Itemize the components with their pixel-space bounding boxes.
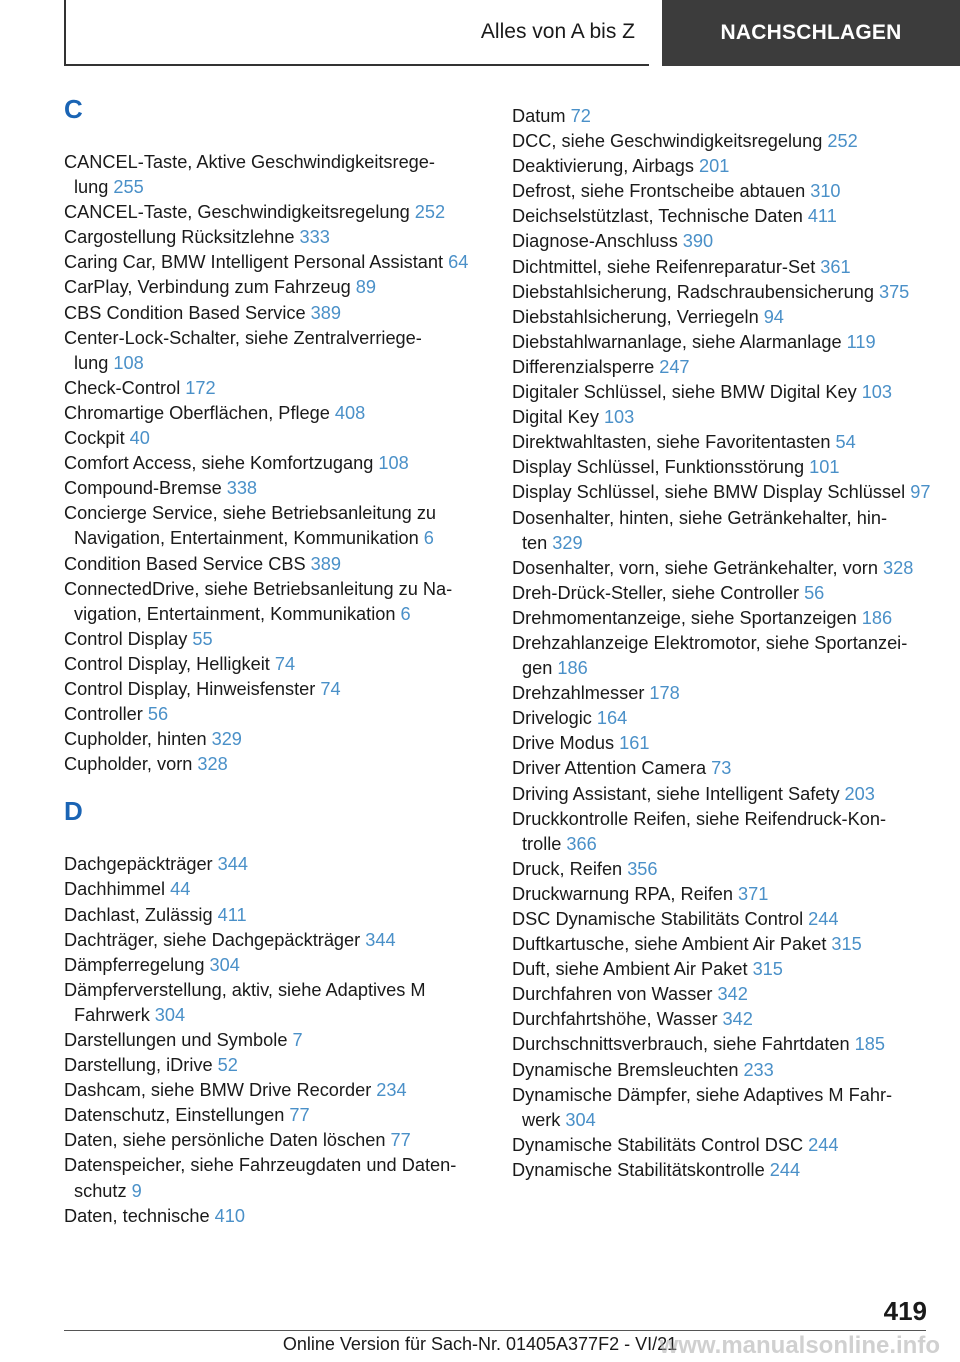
- index-entry-text: Control Display, Helligkeit: [64, 653, 270, 674]
- index-entry: [512, 129, 932, 154]
- index-entry-text: Duftkartusche, siehe Ambient Air Paket: [512, 934, 827, 955]
- page-reference-link[interactable]: 366: [566, 833, 597, 854]
- page-reference-link[interactable]: 40: [129, 428, 150, 449]
- index-entry-text: Condition Based Service CBS: [64, 553, 306, 574]
- page-reference-link[interactable]: 6: [423, 528, 434, 549]
- index-entry-text: DSC Dynamische Stabilitäts Control: [512, 909, 804, 929]
- index-entry-text: Drehzahlmesser: [512, 683, 645, 704]
- page-reference-link[interactable]: 328: [197, 754, 228, 775]
- index-entry: [512, 957, 932, 982]
- page-reference-link[interactable]: 247: [659, 356, 690, 377]
- index-entry: [64, 752, 482, 777]
- index-entry: [512, 104, 932, 129]
- page-reference-link[interactable]: 233: [743, 1059, 774, 1080]
- index-entry: [512, 706, 932, 731]
- page-reference-link[interactable]: 201: [698, 156, 730, 177]
- index-entry: [64, 953, 482, 978]
- index-entry-text: Darstellung, iDrive: [64, 1055, 213, 1076]
- index-entry: [64, 652, 482, 677]
- index-entry: [64, 1128, 482, 1153]
- chapter-tab[interactable]: NACHSCHLAGEN: [662, 0, 960, 66]
- index-list-c: [64, 150, 482, 777]
- index-entry-text: Drive Modus: [512, 733, 615, 754]
- index-entry-text: Drehzahlanzeige Elektromotor, siehe Sportanzeigen: [512, 632, 908, 679]
- page-reference-link[interactable]: 7: [292, 1030, 303, 1050]
- page-reference-link[interactable]: 186: [861, 607, 893, 628]
- page-reference-link[interactable]: 328: [882, 557, 914, 578]
- index-entry: [512, 932, 932, 957]
- index-column-right: [512, 104, 932, 1183]
- index-entry: [512, 581, 932, 606]
- index-entry-text: Daten, siehe persönliche Daten löschen: [64, 1130, 386, 1151]
- index-entry-text: Driving Assistant, siehe Intelligent Safety: [512, 783, 840, 804]
- index-entry: [512, 982, 932, 1007]
- index-entry-text: Center-Lock-Schalter, siehe Zentralverriegelung: [64, 327, 422, 373]
- page-reference-link[interactable]: 178: [649, 683, 680, 704]
- index-entry-text: Dachgepäckträger: [64, 854, 213, 875]
- index-entry-text: Drehmomentanzeige, siehe Sportanzeigen: [512, 607, 857, 628]
- index-entry: [64, 552, 482, 577]
- index-entry: [64, 426, 482, 451]
- index-entry-text: Chromartige Oberflächen, Pflege: [64, 402, 330, 423]
- page-number: 419: [883, 1296, 927, 1326]
- index-entry-text: Dachlast, Zulässig: [64, 904, 213, 925]
- page-reference-link[interactable]: 315: [752, 959, 783, 980]
- page-reference-link[interactable]: 411: [217, 904, 247, 925]
- page-reference-link[interactable]: 244: [808, 909, 839, 929]
- page-reference-link[interactable]: 97: [910, 482, 931, 503]
- index-entry: [64, 978, 482, 1028]
- index-entry: [64, 326, 482, 376]
- index-letter-d: D: [64, 796, 83, 827]
- index-entry: [64, 702, 482, 727]
- index-entry-text: Cupholder, vorn: [64, 754, 193, 775]
- page-reference-link[interactable]: 52: [217, 1055, 238, 1076]
- index-entry: [512, 782, 932, 807]
- page-reference-link[interactable]: 72: [570, 106, 591, 126]
- page-reference-link[interactable]: 333: [299, 227, 330, 248]
- index-entry: [64, 677, 482, 702]
- index-entry-text: Duft, siehe Ambient Air Paket: [512, 959, 748, 980]
- index-entry-text: Cargostellung Rücksitzlehne: [64, 227, 295, 248]
- index-entry-text: Display Schlüssel, Funktionsstörung: [512, 457, 805, 478]
- index-entry-text: Digital Key: [512, 407, 599, 428]
- index-entry: [64, 476, 482, 501]
- page-reference-link[interactable]: 390: [682, 231, 714, 252]
- page-reference-link[interactable]: 172: [185, 377, 216, 398]
- index-entry-text: Dichtmittel, siehe Reifenreparatur-Set: [512, 256, 816, 277]
- index-entry: [512, 857, 932, 882]
- index-entry: [512, 204, 932, 229]
- footer-rule: [64, 1330, 926, 1331]
- index-entry: [512, 229, 932, 254]
- index-entry: [64, 928, 482, 953]
- index-entry-text: Durchschnittsverbrauch, siehe Fahrtdaten: [512, 1034, 850, 1055]
- page-reference-link[interactable]: 252: [827, 131, 858, 152]
- index-entry-text: Deichselstützlast, Technische Daten: [512, 206, 803, 227]
- index-entry: [512, 1133, 932, 1158]
- page-reference-link[interactable]: 89: [355, 277, 377, 298]
- page-reference-link[interactable]: 108: [113, 352, 144, 373]
- page-reference-link[interactable]: 304: [209, 954, 240, 975]
- page-reference-link[interactable]: 411: [807, 206, 837, 227]
- index-entry-text: Concierge Service, siehe Betriebsanleitung zu Navigation, Entertainment, Kommunikation: [64, 503, 437, 549]
- index-entry: [64, 451, 482, 476]
- index-entry-text: Dachhimmel: [64, 879, 166, 900]
- index-entry-text: Dashcam, siehe BMW Drive Recorder: [64, 1080, 372, 1101]
- index-entry-text: Direktwahltasten, siehe Favoritentasten: [512, 432, 831, 453]
- index-list-d-continued: [512, 104, 932, 1183]
- page-reference-link[interactable]: 55: [192, 628, 213, 649]
- index-entry: [512, 280, 932, 305]
- index-entry-text: Deaktivierung, Airbags: [512, 156, 694, 177]
- index-entry-text: CANCEL-Taste, Aktive Geschwindigkeitsregelung: [64, 152, 435, 198]
- page-reference-link[interactable]: 234: [376, 1080, 407, 1101]
- online-version-note: Online Version für Sach-Nr. 01405A377F2 - VI/21: [282, 1334, 678, 1354]
- page-reference-link[interactable]: 344: [365, 929, 396, 950]
- index-entry-text: Diebstahlwarnanlage, siehe Alarmanlage: [512, 331, 842, 352]
- index-entry-text: Durchfahrtshöhe, Wasser: [512, 1009, 718, 1030]
- index-entry: [512, 154, 932, 179]
- index-entry: [64, 852, 482, 877]
- page-reference-link[interactable]: 375: [878, 281, 910, 302]
- index-entry-text: Cupholder, hinten: [64, 729, 207, 750]
- index-entry-text: Dämpferverstellung, aktiv, siehe Adaptives M Fahrwerk: [64, 979, 426, 1025]
- page-reference-link[interactable]: 310: [810, 181, 841, 202]
- index-entry: [64, 577, 482, 627]
- index-entry-text: Digitaler Schlüssel, siehe BMW Digital Key: [512, 382, 857, 403]
- index-column-left: [64, 95, 482, 1229]
- index-entry: [64, 376, 482, 401]
- index-entry-text: Datum: [512, 106, 566, 126]
- index-entry: [512, 380, 932, 405]
- index-entry-text: Dreh-Drück-Steller, siehe Controller: [512, 582, 800, 603]
- page-reference-link[interactable]: 56: [147, 704, 169, 725]
- index-entry: [512, 355, 932, 380]
- index-entry: [512, 1058, 932, 1083]
- index-entry: [512, 1032, 932, 1057]
- page-reference-link[interactable]: 342: [717, 984, 748, 1005]
- index-entry-text: Dynamische Stabilitätskontrolle: [512, 1159, 765, 1180]
- index-entry-text: Controller: [64, 704, 143, 725]
- page-reference-link[interactable]: 54: [835, 432, 856, 453]
- index-entry: [64, 877, 482, 902]
- page-reference-link[interactable]: 119: [846, 331, 876, 352]
- page-reference-link[interactable]: 77: [390, 1130, 411, 1151]
- index-entry: [512, 255, 932, 280]
- index-entry: [512, 480, 932, 505]
- index-entry: [512, 807, 932, 857]
- index-entry-text: Druckkontrolle Reifen, siehe Reifendruck-Kontrolle: [512, 808, 887, 854]
- page-reference-link[interactable]: 77: [289, 1105, 310, 1126]
- index-entry: [64, 1078, 482, 1103]
- page-reference-link[interactable]: 356: [627, 858, 658, 879]
- index-entry: [512, 907, 932, 932]
- index-entry-text: Control Display, Hinweisfenster: [64, 678, 316, 699]
- index-entry: [64, 150, 482, 200]
- index-entry: [64, 200, 482, 225]
- index-entry-text: Drivelogic: [512, 708, 592, 729]
- index-list-d: [64, 852, 482, 1228]
- index-entry-text: Dämpferregelung: [64, 954, 205, 975]
- page-reference-link[interactable]: 410: [214, 1205, 245, 1226]
- index-entry: [64, 1028, 482, 1053]
- index-entry-text: Daten, technische: [64, 1205, 210, 1226]
- index-entry: [64, 301, 482, 326]
- page-reference-link[interactable]: 64: [448, 252, 469, 273]
- index-entry-text: Dachträger, siehe Dachgepäckträger: [64, 929, 361, 950]
- index-entry: [512, 1158, 932, 1183]
- page-reference-link[interactable]: 371: [738, 883, 769, 904]
- index-entry: [64, 401, 482, 426]
- index-entry-text: Control Display: [64, 628, 188, 649]
- index-entry-text: Durchfahren von Wasser: [512, 984, 713, 1005]
- page-reference-link[interactable]: 44: [170, 879, 191, 900]
- page-reference-link[interactable]: 94: [763, 306, 784, 327]
- page-reference-link[interactable]: 344: [217, 854, 248, 875]
- index-entry: [512, 405, 932, 430]
- page-reference-link[interactable]: 161: [619, 733, 650, 754]
- page-reference-link[interactable]: 108: [378, 453, 409, 474]
- page-reference-link[interactable]: 304: [154, 1004, 186, 1025]
- watermark: www.manualsonline.info: [659, 1332, 940, 1359]
- page-reference-link[interactable]: 101: [809, 457, 840, 478]
- index-entry-text: Datenschutz, Einstellungen: [64, 1105, 285, 1126]
- page-reference-link[interactable]: 252: [414, 202, 446, 223]
- index-entry-text: Driver Attention Camera: [512, 758, 707, 779]
- index-entry: [64, 250, 482, 275]
- index-entry: [512, 606, 932, 631]
- index-entry-text: Dosenhalter, hinten, siehe Getränkehalter, hinten: [512, 507, 888, 553]
- page-reference-link[interactable]: 304: [565, 1109, 596, 1130]
- index-entry: [64, 1103, 482, 1128]
- index-entry-text: Diebstahlsicherung, Radschraubensicherung: [512, 281, 874, 302]
- index-entry: [64, 501, 482, 551]
- page-reference-link[interactable]: 103: [861, 382, 893, 403]
- index-entry: [64, 727, 482, 752]
- section-title: Alles von A bis Z: [480, 20, 635, 43]
- page-reference-link[interactable]: 389: [310, 553, 341, 574]
- index-letter-c: C: [64, 94, 83, 124]
- index-entry-text: Dosenhalter, vorn, siehe Getränkehalter, vorn: [512, 557, 878, 578]
- page-reference-link[interactable]: 329: [211, 729, 242, 750]
- index-entry: [512, 506, 932, 556]
- page-reference-link[interactable]: 255: [113, 177, 144, 198]
- index-entry: [512, 731, 932, 756]
- page-reference-link[interactable]: 315: [831, 934, 862, 955]
- index-entry-text: Comfort Access, siehe Komfortzugang: [64, 453, 374, 474]
- page-reference-link[interactable]: 338: [226, 478, 258, 499]
- index-entry-text: Dynamische Bremsleuchten: [512, 1059, 739, 1080]
- page-reference-link[interactable]: 74: [320, 678, 341, 699]
- index-entry-text: CANCEL-Taste, Geschwindigkeitsregelung: [64, 202, 410, 223]
- index-entry-text: Check-Control: [64, 377, 181, 398]
- index-entry-text: Cockpit: [64, 428, 125, 449]
- index-entry-text: Darstellungen und Symbole: [64, 1030, 288, 1050]
- index-entry-text: Diebstahlsicherung, Verriegeln: [512, 306, 759, 327]
- page-reference-link[interactable]: 408: [334, 402, 366, 423]
- index-entry-text: Dynamische Stabilitäts Control DSC: [512, 1134, 804, 1155]
- page-reference-link[interactable]: 56: [804, 582, 825, 603]
- index-entry: [512, 179, 932, 204]
- index-entry-text: Caring Car, BMW Intelligent Personal Assistant: [64, 252, 444, 273]
- page-reference-link[interactable]: 164: [596, 708, 628, 729]
- index-entry: [64, 1053, 482, 1078]
- index-entry: [512, 430, 932, 455]
- index-entry: [512, 1007, 932, 1032]
- index-entry: [64, 627, 482, 652]
- index-entry-text: CBS Condition Based Service: [64, 302, 306, 323]
- index-entry: [64, 1204, 482, 1229]
- index-entry-text: Dynamische Dämpfer, siehe Adaptives M Fahrwerk: [512, 1084, 893, 1130]
- page-reference-link[interactable]: 244: [808, 1134, 839, 1155]
- index-entry: [64, 1153, 482, 1203]
- index-entry: [512, 756, 932, 781]
- index-entry-text: Diagnose-Anschluss: [512, 231, 678, 252]
- index-entry: [64, 903, 482, 928]
- index-entry-text: Compound-Bremse: [64, 478, 222, 499]
- index-entry-text: Druckwarnung RPA, Reifen: [512, 883, 734, 904]
- index-entry: [512, 631, 932, 681]
- page-reference-link[interactable]: 389: [310, 302, 341, 323]
- index-entry-text: Defrost, siehe Frontscheibe abtauen: [512, 181, 806, 202]
- index-entry-text: Display Schlüssel, siehe BMW Display Schlüssel: [512, 482, 906, 503]
- index-entry: [512, 882, 932, 907]
- index-entry: [512, 681, 932, 706]
- index-entry-text: ConnectedDrive, siehe Betriebsanleitung zu Navigation, Entertainment, Kommunikation: [64, 578, 453, 624]
- index-entry-text: Differenzialsperre: [512, 356, 655, 377]
- page-reference-link[interactable]: 244: [769, 1159, 801, 1180]
- page-reference-link[interactable]: 9: [131, 1180, 142, 1201]
- page-reference-link[interactable]: 6: [400, 603, 411, 624]
- page-reference-link[interactable]: 203: [844, 783, 875, 804]
- index-entry: [512, 1083, 932, 1133]
- index-entry: [512, 330, 932, 355]
- page-reference-link[interactable]: 342: [722, 1009, 753, 1030]
- page-reference-link[interactable]: 73: [711, 758, 732, 779]
- index-entry: [512, 455, 932, 480]
- index-entry-text: CarPlay, Verbindung zum Fahrzeug: [64, 277, 351, 298]
- index-entry: [64, 225, 482, 250]
- header-underline: [64, 64, 649, 66]
- page-reference-link[interactable]: 361: [820, 256, 851, 277]
- index-entry: [64, 275, 482, 300]
- index-entry-text: DCC, siehe Geschwindigkeitsregelung: [512, 131, 823, 152]
- page-reference-link[interactable]: 329: [552, 532, 583, 553]
- page-reference-link[interactable]: 103: [603, 407, 635, 428]
- index-entry-text: Datenspeicher, siehe Fahrzeugdaten und Datenschutz: [64, 1155, 457, 1201]
- index-entry: [512, 556, 932, 581]
- page-reference-link[interactable]: 186: [557, 658, 588, 679]
- page-reference-link[interactable]: 74: [274, 653, 296, 674]
- index-entry: [512, 305, 932, 330]
- page-reference-link[interactable]: 185: [854, 1034, 886, 1055]
- index-entry-text: Druck, Reifen: [512, 858, 623, 879]
